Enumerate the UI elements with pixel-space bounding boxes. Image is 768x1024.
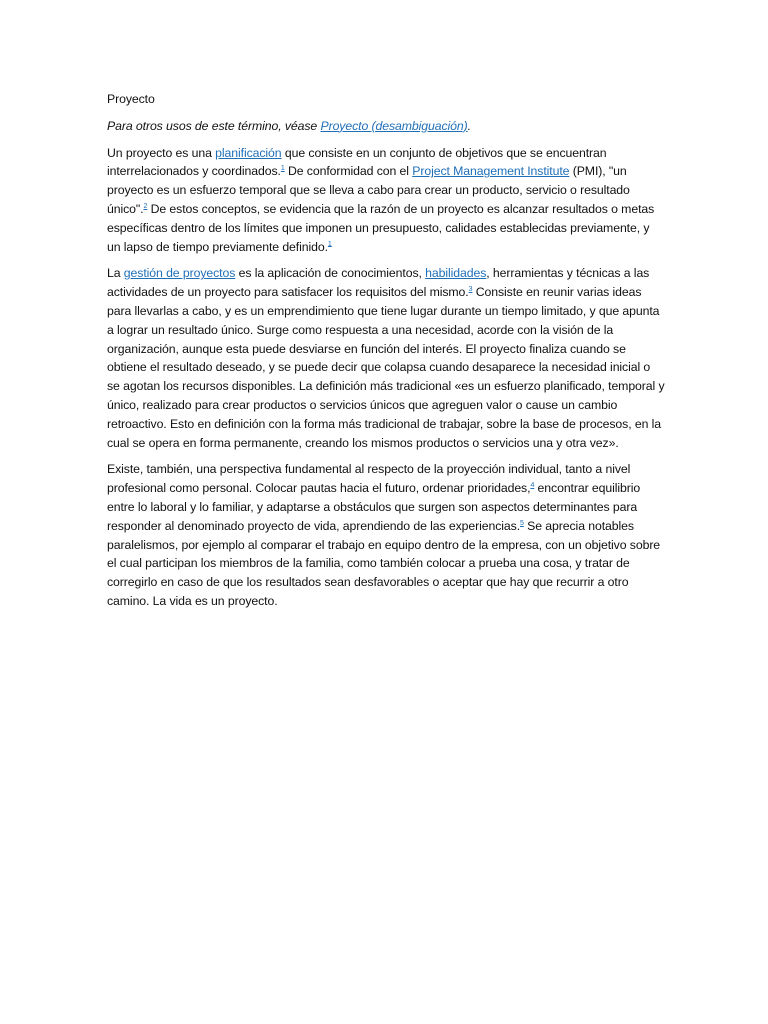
paragraph-text: Consiste en reunir varias ideas para llevarlas a cabo, y es un emprendimiento que tiene lugar durante un tiempo limitado, y que apunta a lograr un resultado único. Surge como respuesta a una necesidad, acorde con la visión de la organización, aunque esta puede desviarse en función del interés. El proyecto finaliza cuando se obtiene el resultado deseado, y se puede decir que colapsa cuando desaparece la necesidad inicial o se agotan los recursos disponibles. La definición más tradicional «es un esfuerzo planificado, temporal y único, realizado para crear productos o servicios únicos que agreguen valor o cause un cambio retroactivo. Esto en definición con la forma más tradicional de trabajar, sobre la base de procesos, en la cual se opera en forma permanente, creando los mismos productos o servicios una y otra vez».	[107, 285, 665, 450]
document-title: Proyecto	[107, 92, 155, 106]
paragraph-text: es la aplicación de conocimientos,	[235, 266, 426, 281]
disambiguation-link[interactable]: Proyecto (desambiguación)	[320, 118, 468, 133]
link-planificacion[interactable]: planificación	[215, 145, 282, 160]
paragraph-definition	[107, 144, 665, 257]
paragraph-text: Un proyecto es una	[107, 145, 216, 160]
paragraph-perspectiva	[107, 460, 665, 610]
footnote-ref[interactable]: 1	[280, 165, 285, 173]
footnote-ref[interactable]: 5	[520, 519, 524, 527]
link-habilidades[interactable]: habilidades	[425, 266, 487, 281]
disambiguation-note	[107, 117, 665, 136]
paragraph-gestion	[107, 264, 665, 452]
paragraph-text: De estos conceptos, se evidencia que la razón de un proyecto es alcanzar resultados o metas específicas dentro de los límites que imponen un presupuesto, calidades establecidas previamente, y un lapso de tiempo previamente definido.	[107, 201, 655, 254]
footnote-ref[interactable]: 1	[327, 240, 332, 248]
paragraph-text: (PMI), "un proyecto es un esfuerzo temporal que se lleva a cabo para crear un producto, servicio o resultado único".	[107, 164, 630, 216]
paragraph-text: encontrar equilibrio entre lo laboral y lo familiar, y adaptarse a obstáculos que surgen son aspectos determinantes para responder al denominado proyecto de vida, aprendiendo de las experiencias.	[107, 481, 641, 533]
footnote-ref[interactable]: 4	[530, 482, 535, 490]
paragraph-text: Existe, también, una perspectiva fundamental al respecto de la proyección individual, tanto a nivel profesional como personal. Colocar pautas hacia el futuro, ordenar prioridades,	[107, 462, 631, 496]
disambiguation-prefix: Para otros usos de este término, véase	[107, 118, 321, 133]
link-pmi[interactable]: Project Management Institute	[412, 164, 570, 179]
footnote-ref[interactable]: 3	[468, 286, 473, 294]
link-gestion-de-proyectos[interactable]: gestión de proyectos	[123, 266, 236, 281]
paragraph-text: De conformidad con el	[284, 164, 413, 179]
document-page	[107, 90, 665, 619]
disambiguation-suffix: .	[467, 118, 471, 133]
paragraph-text: , herramientas y técnicas a las actividades de un proyecto para satisfacer los requisitos del mismo.	[107, 266, 650, 300]
paragraph-text: La	[107, 266, 124, 281]
footnote-ref[interactable]: 2	[143, 202, 148, 210]
paragraph-text: que consiste en un conjunto de objetivos que se encuentran interrelacionados y coordinados.	[107, 145, 607, 179]
paragraph-text: Se aprecia notables paralelismos, por ejemplo al comparar el trabajo en equipo dentro de la empresa, con un objetivo sobre el cual participan los miembros de la familia, como también colocar a prueba una cosa, y tratar de corregirlo en caso de que los resultados sean desfavorables o aceptar que hay que recurrir a otro camino. La vida es un proyecto.	[107, 518, 661, 608]
